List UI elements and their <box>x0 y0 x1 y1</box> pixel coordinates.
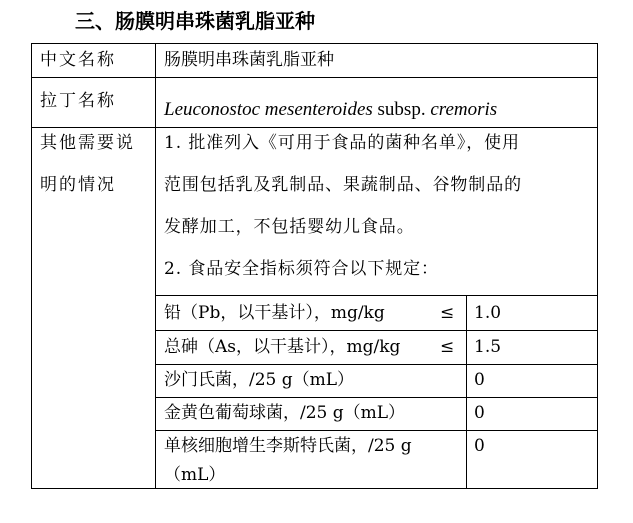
chinese-name-value: 肠膜明串珠菌乳脂亚种 <box>164 50 334 70</box>
subtable-column-divider <box>466 295 467 488</box>
note1-line1: 1. 批准列入《可用于食品的菌种名单》，使用 <box>164 133 520 153</box>
indicator-staph-name: 金黄色葡萄球菌，/25 g（mL） <box>164 403 406 423</box>
latin-name-value <box>164 97 497 123</box>
other-notes-label-line2: 明的情况 <box>40 175 116 195</box>
latin-subsp-abbr: subsp. <box>372 99 431 120</box>
subtable-row-divider <box>155 430 597 431</box>
indicator-listeria-value: 0 <box>474 436 485 456</box>
indicator-arsenic-operator: ≤ <box>440 337 455 357</box>
note2: 2. 食品安全指标须符合以下规定： <box>164 259 439 279</box>
section-heading: 三、肠膜明串珠菌乳脂亚种 <box>75 9 315 33</box>
other-notes-label-line1: 其他需要说 <box>40 133 135 153</box>
indicator-lead-value: 1.0 <box>474 303 502 323</box>
note1-line3: 发酵加工，不包括婴幼儿食品。 <box>164 217 415 237</box>
row-divider <box>32 127 597 128</box>
subtable-row-divider <box>155 397 597 398</box>
indicator-salmonella-name: 沙门氏菌，/25 g（mL） <box>164 370 355 390</box>
latin-name-label: 拉丁名称 <box>40 91 116 111</box>
indicator-listeria-name-line1: 单核细胞增生李斯特氏菌，/25 g <box>164 436 412 456</box>
indicator-salmonella-value: 0 <box>474 370 485 390</box>
indicator-lead-operator: ≤ <box>440 303 455 323</box>
latin-subspecies: cremoris <box>430 99 498 120</box>
subtable-row-divider <box>155 364 597 365</box>
chinese-name-label: 中文名称 <box>40 50 116 70</box>
note1-line2: 范围包括乳及乳制品、果蔬制品、谷物制品的 <box>164 175 522 195</box>
latin-genus-species: Leuconostoc mesenteroides <box>164 99 373 120</box>
row-divider <box>32 77 597 78</box>
indicator-arsenic-name: 总砷（As，以干基计），mg/kg <box>164 337 401 357</box>
indicator-listeria-name-line2: （mL） <box>164 465 226 485</box>
subtable-top-border <box>155 295 597 296</box>
indicator-staph-value: 0 <box>474 403 485 423</box>
specification-table <box>31 43 598 489</box>
subtable-row-divider <box>155 330 597 331</box>
indicator-arsenic-value: 1.5 <box>474 337 502 357</box>
indicator-lead-name: 铅（Pb，以干基计），mg/kg <box>164 303 385 323</box>
column-divider <box>155 44 156 488</box>
